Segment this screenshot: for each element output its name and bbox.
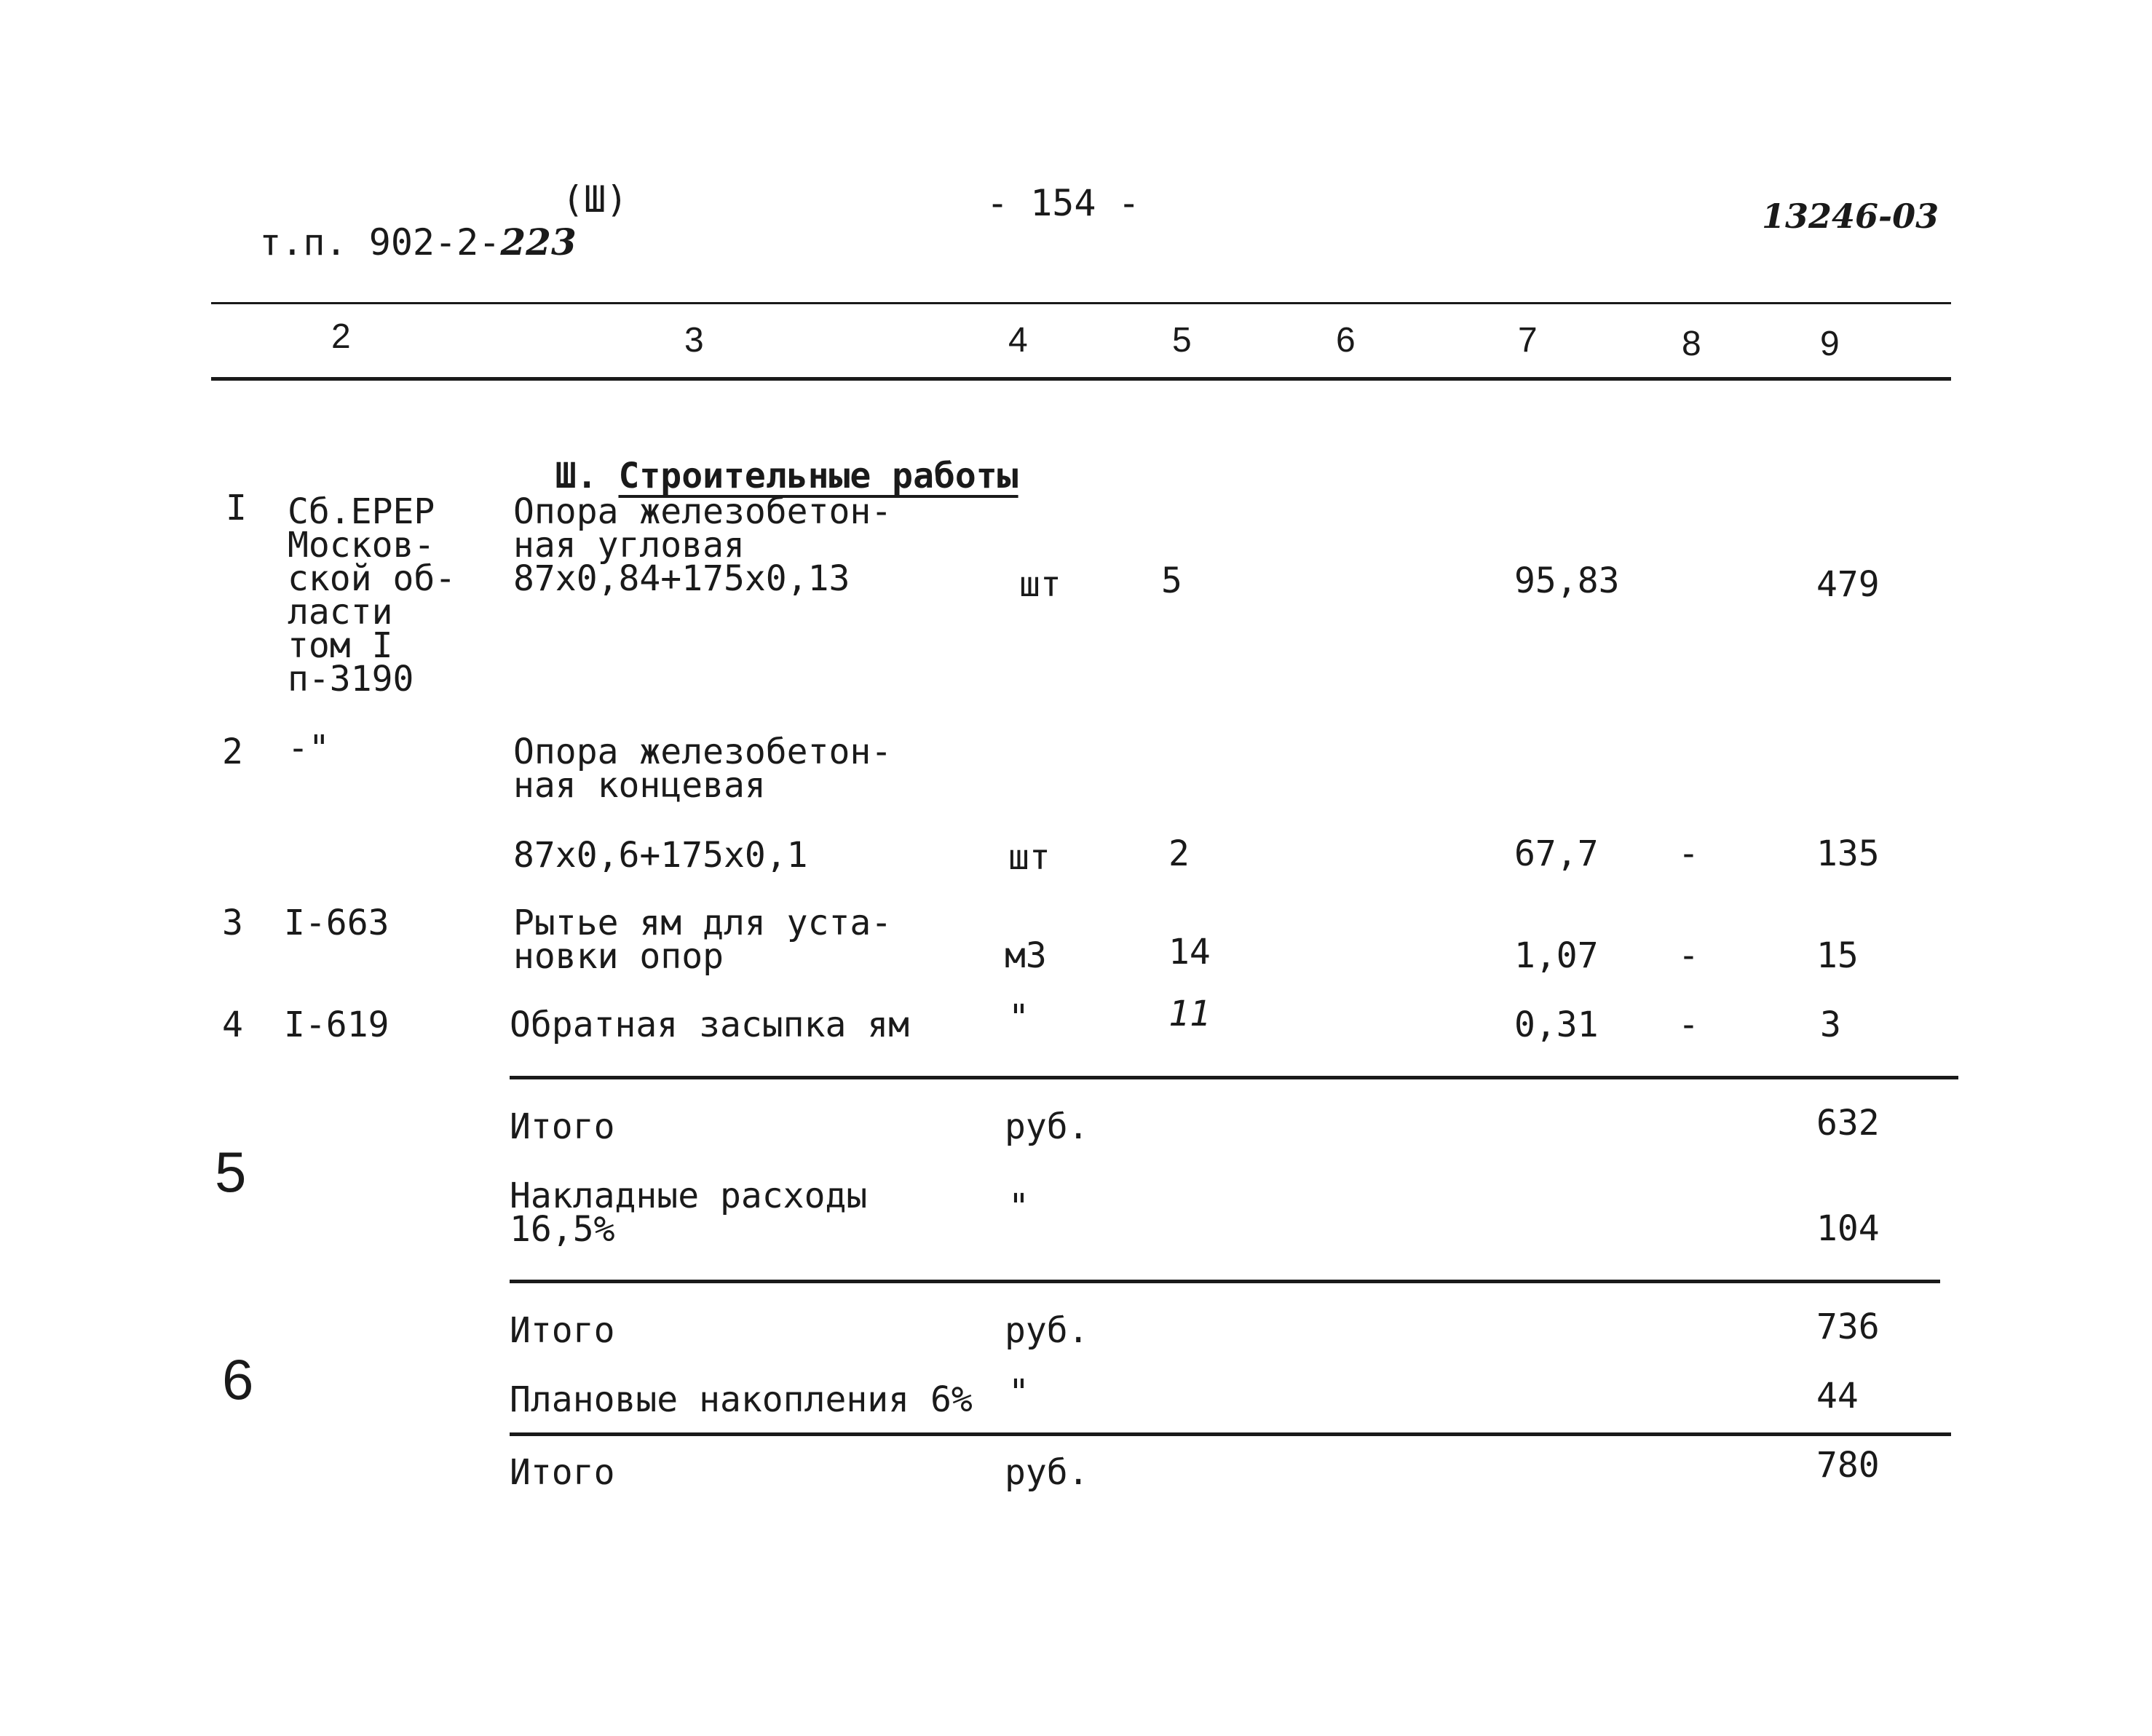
- row-3-price: 1,07: [1514, 935, 1599, 976]
- top-rule: [211, 302, 1951, 304]
- planned-savings-unit: ": [1008, 1372, 1029, 1413]
- section-title: [513, 426, 1018, 496]
- overhead-total: 104: [1816, 1208, 1880, 1249]
- overhead-unit: ": [1008, 1186, 1029, 1227]
- row-4-description: Обратная засыпка ям: [510, 1004, 910, 1045]
- subtotal-1-unit: руб.: [1005, 1106, 1089, 1147]
- row-4-price: 0,31: [1514, 1004, 1599, 1045]
- row-1-unit: шт: [1019, 564, 1061, 605]
- column-number-4: 4: [1008, 321, 1028, 360]
- row-2-col8: -: [1678, 833, 1699, 874]
- row-4-number: 4: [222, 1004, 243, 1045]
- margin-mark-5: 5: [215, 1140, 247, 1204]
- column-number-6: 6: [1336, 321, 1356, 360]
- subtotal-1-label: Итого: [510, 1106, 615, 1147]
- column-number-5: 5: [1172, 321, 1192, 360]
- column-number-2: 2: [331, 317, 351, 356]
- row-4-unit: ": [1008, 997, 1029, 1038]
- row-2-number: 2: [222, 732, 243, 772]
- planned-savings-label: Плановые накопления 6%: [510, 1379, 973, 1420]
- row-4-quantity: 11: [1168, 994, 1211, 1034]
- archive-number: 13246-03: [1762, 197, 1939, 236]
- subtotal-2-unit: руб.: [1005, 1310, 1089, 1351]
- row-1-total: 479: [1816, 564, 1880, 605]
- row-3-quantity: 14: [1168, 932, 1211, 972]
- row-4-col8: -: [1678, 1004, 1699, 1045]
- column-number-8: 8: [1682, 325, 1701, 363]
- row-4-total: 3: [1820, 1004, 1841, 1045]
- row-2-total: 135: [1816, 833, 1880, 874]
- section-roman-header: (Ш): [562, 178, 628, 221]
- row-3-number: 3: [222, 903, 243, 943]
- grand-total-unit: руб.: [1005, 1452, 1089, 1493]
- subtotal-2-total: 736: [1816, 1307, 1880, 1347]
- row-1-number: I: [226, 488, 247, 528]
- overhead-bottom-rule: [510, 1280, 1940, 1283]
- row-2-unit: шт: [1008, 837, 1051, 878]
- subtotal-2-label: Итого: [510, 1310, 615, 1351]
- document-code-printed: т.п. 902-2-: [259, 221, 501, 263]
- row-3-total: 15: [1816, 935, 1859, 976]
- column-number-9: 9: [1820, 325, 1840, 363]
- document-code-handwritten: 223: [500, 221, 577, 263]
- row-2-price: 67,7: [1514, 833, 1599, 874]
- document-code: [215, 178, 577, 263]
- row-2-quantity: 2: [1168, 833, 1190, 874]
- section-title-label: Строительные работы: [618, 456, 1018, 496]
- row-3-unit: м3: [1005, 935, 1047, 976]
- row-4-code: I-619: [284, 1004, 389, 1045]
- planned-savings-total: 44: [1816, 1376, 1859, 1416]
- row-1-quantity: 5: [1161, 560, 1182, 601]
- column-number-3: 3: [684, 321, 704, 360]
- items-bottom-rule: [510, 1076, 1958, 1079]
- row-3-code: I-663: [284, 903, 389, 943]
- subtotal-1-total: 632: [1816, 1103, 1880, 1144]
- row-3-col8: -: [1678, 935, 1699, 976]
- final-rule: [510, 1432, 1951, 1436]
- header-bottom-rule: [211, 377, 1951, 381]
- grand-total-label: Итого: [510, 1452, 615, 1493]
- page-number: - 154 -: [986, 182, 1140, 224]
- grand-total-value: 780: [1816, 1445, 1880, 1486]
- margin-mark-6: 6: [222, 1347, 254, 1411]
- row-2-code: -": [288, 728, 330, 769]
- section-title-roman: Ш.: [555, 456, 598, 496]
- row-1-price: 95,83: [1514, 560, 1620, 601]
- column-number-7: 7: [1518, 321, 1538, 360]
